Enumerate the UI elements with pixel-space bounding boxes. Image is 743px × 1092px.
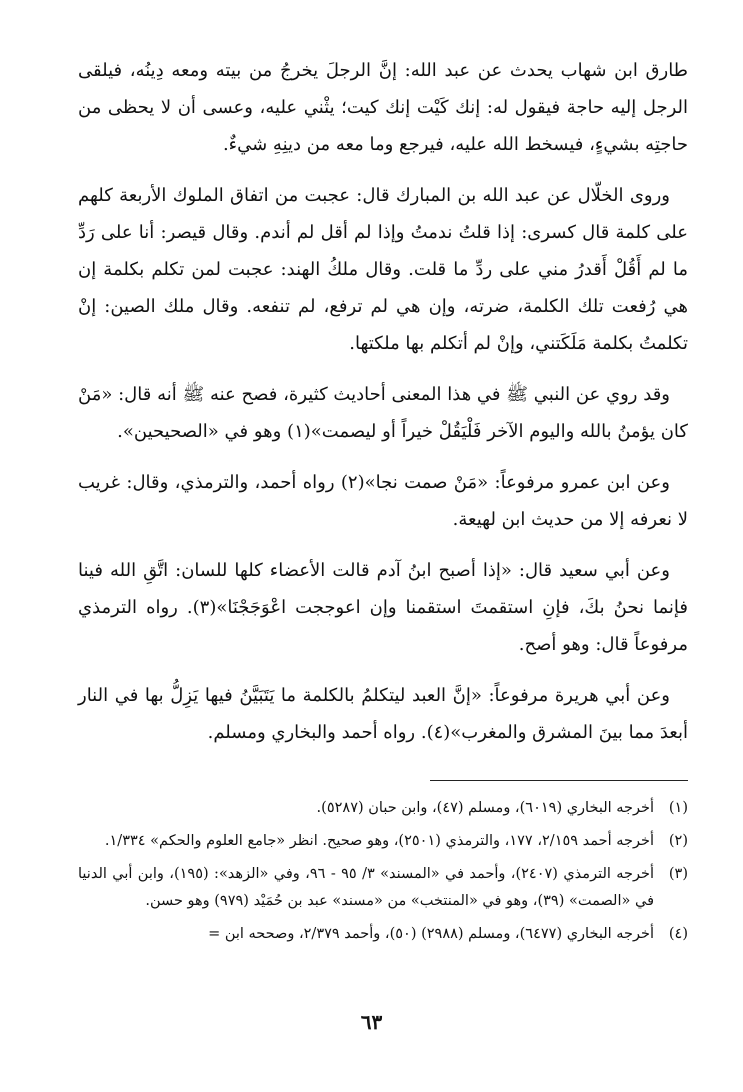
paragraph: وقد روي عن النبي ﷺ في هذا المعنى أحاديث كثيرة، فصح عنه ﷺ أنه قال: «مَنْ كان يؤمنُ بالله واليوم الآخر فَلْيَقُلْ خيراً أو ليصمت»(١) وهو في «الصحيحين».	[78, 384, 688, 442]
footnote-divider	[430, 780, 688, 781]
main-text	[78, 52, 688, 765]
footnote	[78, 828, 688, 855]
footnote	[78, 795, 688, 822]
paragraph: وعن أبي هريرة مرفوعاً: «إنَّ العبد ليتكلمُ بالكلمة ما يَتَبَيَّنُ فيها يَزِلُّ بها في النار أبعدَ مما بينَ المشرق والمغرب»(٤). رواه أحمد والبخاري ومسلم.	[78, 685, 688, 743]
footnote-number: (٣)	[668, 866, 688, 882]
footnotes	[78, 795, 688, 954]
paragraph: وعن أبي سعيد قال: «إذا أصبح ابنُ آدم قالت الأعضاء كلها للسان: اتَّقِ الله فينا فإنما نحنُ بكَ، فإنِ استقمتَ استقمنا وإن اعوججت اعْوَجَجْنَا»(٣). رواه الترمذي مرفوعاً قال: وهو أصح.	[78, 560, 689, 655]
footnote-number: (١)	[668, 800, 688, 816]
footnote-text: أخرجه أحمد ٢/١٥٩، ١٧٧، والترمذي (٢٥٠١)، وهو صحيح. انظر «جامع العلوم والحكم» ١/٣٣٤.	[104, 833, 654, 849]
page-number: ٦٣	[360, 1010, 383, 1034]
paragraph: وروى الخلّال عن عبد الله بن المبارك قال: عجبت من اتفاق الملوك الأربعة كلهم على كلمة قال كسرى: إذا قلتُ ندمتُ وإذا لم أقل لم أندم. وقال قيصر: أنا على رَدِّ ما لم أَقُلْ أَقدرُ مني على ردِّ ما قلت. وقال ملكُ الهند: عجبت لمن تكلم بكلمة إن هي رُفعت تلك الكلمة، ضرته، وإن هي لم ترفع، لم تنفعه. وقال ملك الصين: إنْ تكلمتُ بكلمة مَلَكَتني، وإنْ لم أتكلم بها ملكتها.	[78, 185, 688, 354]
footnote	[78, 921, 688, 948]
footnote	[78, 861, 688, 915]
paragraph: وعن ابن عمرو مرفوعاً: «مَنْ صمت نجا»(٢) رواه أحمد، والترمذي، وقال: غريب لا نعرفه إلا من حديث ابن لهيعة.	[78, 472, 688, 530]
footnote-text: أخرجه الترمذي (٢٤٠٧)، وأحمد في «المسند» ٣/ ٩٥ - ٩٦، وفي «الزهد»: (١٩٥)، وابن أبي الدنيا في «الصمت» (٣٩)، وهو في «المنتخب» من «مسند» عبد بن حُمَيْد (٩٧٩) وهو حسن.	[78, 866, 654, 909]
footnote-number: (٤)	[668, 926, 688, 942]
footnote-text: أخرجه البخاري (٦٠١٩)، ومسلم (٤٧)، وابن حبان (٥٢٨٧).	[316, 800, 654, 816]
paragraph: طارق ابن شهاب يحدث عن عبد الله: إنَّ الرجلَ يخرجُ من بيته ومعه دِينُه، فيلقى الرجل إليه حاجة فيقول له: إنك كَيْت إنك كيت؛ يثْني عليه، وعسى أن لا يحظى من حاجتِه بشيءٍ، فيسخط الله عليه، فيرجع وما معه من دينِهِ شيءٌ.	[78, 60, 688, 155]
footnote-number: (٢)	[668, 833, 688, 849]
footnote-text: أخرجه البخاري (٦٤٧٧)، ومسلم (٢٩٨٨) (٥٠)، وأحمد ٢/٣٧٩، وصححه ابن =	[208, 926, 654, 942]
